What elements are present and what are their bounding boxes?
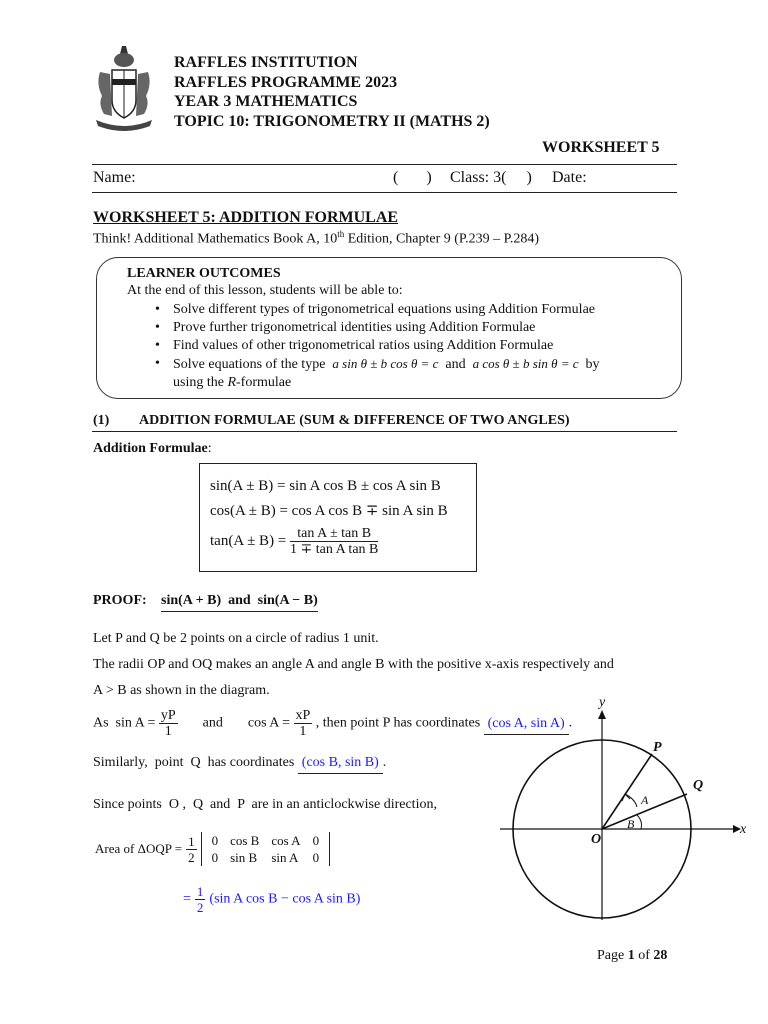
outcome-item: • Solve equations of the type a sin θ ± b cos θ = c and a cos θ ± b sin θ = c by using the R-formulae (127, 355, 677, 392)
angle-b-label: B (627, 817, 635, 831)
point-q-label: Q (693, 778, 704, 793)
area-result: = $\frac{1}{2}$ (sin A cos B − cos A sin B) (183, 884, 361, 915)
outcome-item: • Prove further trigonometrical identities using Addition Formulae (127, 319, 677, 337)
q-coordinates-answer: (cos B, sin B) (298, 755, 383, 774)
y-axis-label: y (599, 695, 606, 710)
outcome-item: • Find values of other trigonometrical ratios using Addition Formulae (127, 337, 677, 355)
p-coordinates-answer: (cos A, sin A) (484, 716, 569, 735)
name-field-label: Name: (93, 169, 136, 186)
school-crest-logo (92, 44, 156, 132)
worksheet-title: WORKSHEET 5: ADDITION FORMULAE (93, 209, 399, 226)
header-institution: RAFFLES INSTITUTION (174, 54, 358, 71)
divider-name-row (92, 192, 677, 193)
outcomes-heading: LEARNER OUTCOMES (127, 266, 281, 281)
sine-addition-formula: sin(A ± B) = sin A cos B ± cos A sin B (210, 478, 441, 494)
cosine-addition-formula: cos(A ± B) = cos A cos B ∓ sin A sin B (210, 503, 448, 519)
origin-label: O (591, 832, 602, 847)
outcomes-intro: At the end of this lesson, students will be able to: (127, 283, 403, 298)
outcome-item: • Solve different types of trigonometrical equations using Addition Formulae (127, 301, 677, 319)
proof-paragraph-3: A > B as shown in the diagram. (93, 683, 270, 698)
proof-paragraph-2: The radii OP and OQ makes an angle A and angle B with the positive x-axis respectively and (93, 657, 614, 672)
tangent-addition-formula: tan(A ± B) = $\frac{\text{tan A ± tan B}}{\text{1 ∓ tan A tan B}}$ (210, 526, 379, 557)
proof-label: PROOF: (93, 593, 147, 608)
anticlockwise-statement: Since points O , Q and P are in an anticlockwise direction, (93, 797, 437, 812)
register-number-field: ( ) (393, 169, 432, 186)
angle-a-label: A (641, 793, 649, 807)
proof-title: sin(A + B) and sin(A − B) (161, 593, 318, 612)
section-number: (1) (93, 413, 110, 428)
proof-paragraph-1: Let P and Q be 2 points on a circle of radius 1 unit. (93, 631, 379, 646)
header-programme: RAFFLES PROGRAMME 2023 (174, 74, 398, 91)
section-title: ADDITION FORMULAE (SUM & DIFFERENCE OF TWO ANGLES) (139, 413, 570, 428)
unit-circle-diagram (495, 695, 760, 930)
page-number: Page 1 of 28 (597, 948, 668, 963)
date-field-label: Date: (552, 169, 587, 186)
divider-top (92, 164, 677, 165)
divider-section (92, 431, 677, 432)
coordinates-of-p-line: As sin A = $\frac{yP}{1}$ and cos A = $\frac{xP}{1}$ , then point P has coordinates (cos A, sin A) . (93, 708, 573, 739)
header-worksheet: WORKSHEET 5 (542, 139, 660, 156)
header-topic: TOPIC 10: TRIGONOMETRY II (MATHS 2) (174, 113, 490, 130)
point-p-label: P (653, 740, 662, 755)
class-field-label: Class: 3( ) (450, 169, 532, 186)
header-subject: YEAR 3 MATHEMATICS (174, 93, 358, 110)
learner-outcomes-box (96, 257, 682, 399)
textbook-reference: Think! Additional Mathematics Book A, 10th Edition, Chapter 9 (P.239 – P.284) (93, 229, 540, 247)
x-axis-label: x (740, 822, 747, 837)
formula-box (199, 463, 477, 572)
addition-formulae-subheading: Addition Formulae: (93, 441, 212, 456)
area-formula: Area of ΔOQP = $\frac{1}{2}$ 0 cos B cos A 0 0 sin B sin A 0 (95, 832, 330, 866)
coordinates-of-q-line: Similarly, point Q has coordinates (cos B, sin B) . (93, 755, 386, 771)
